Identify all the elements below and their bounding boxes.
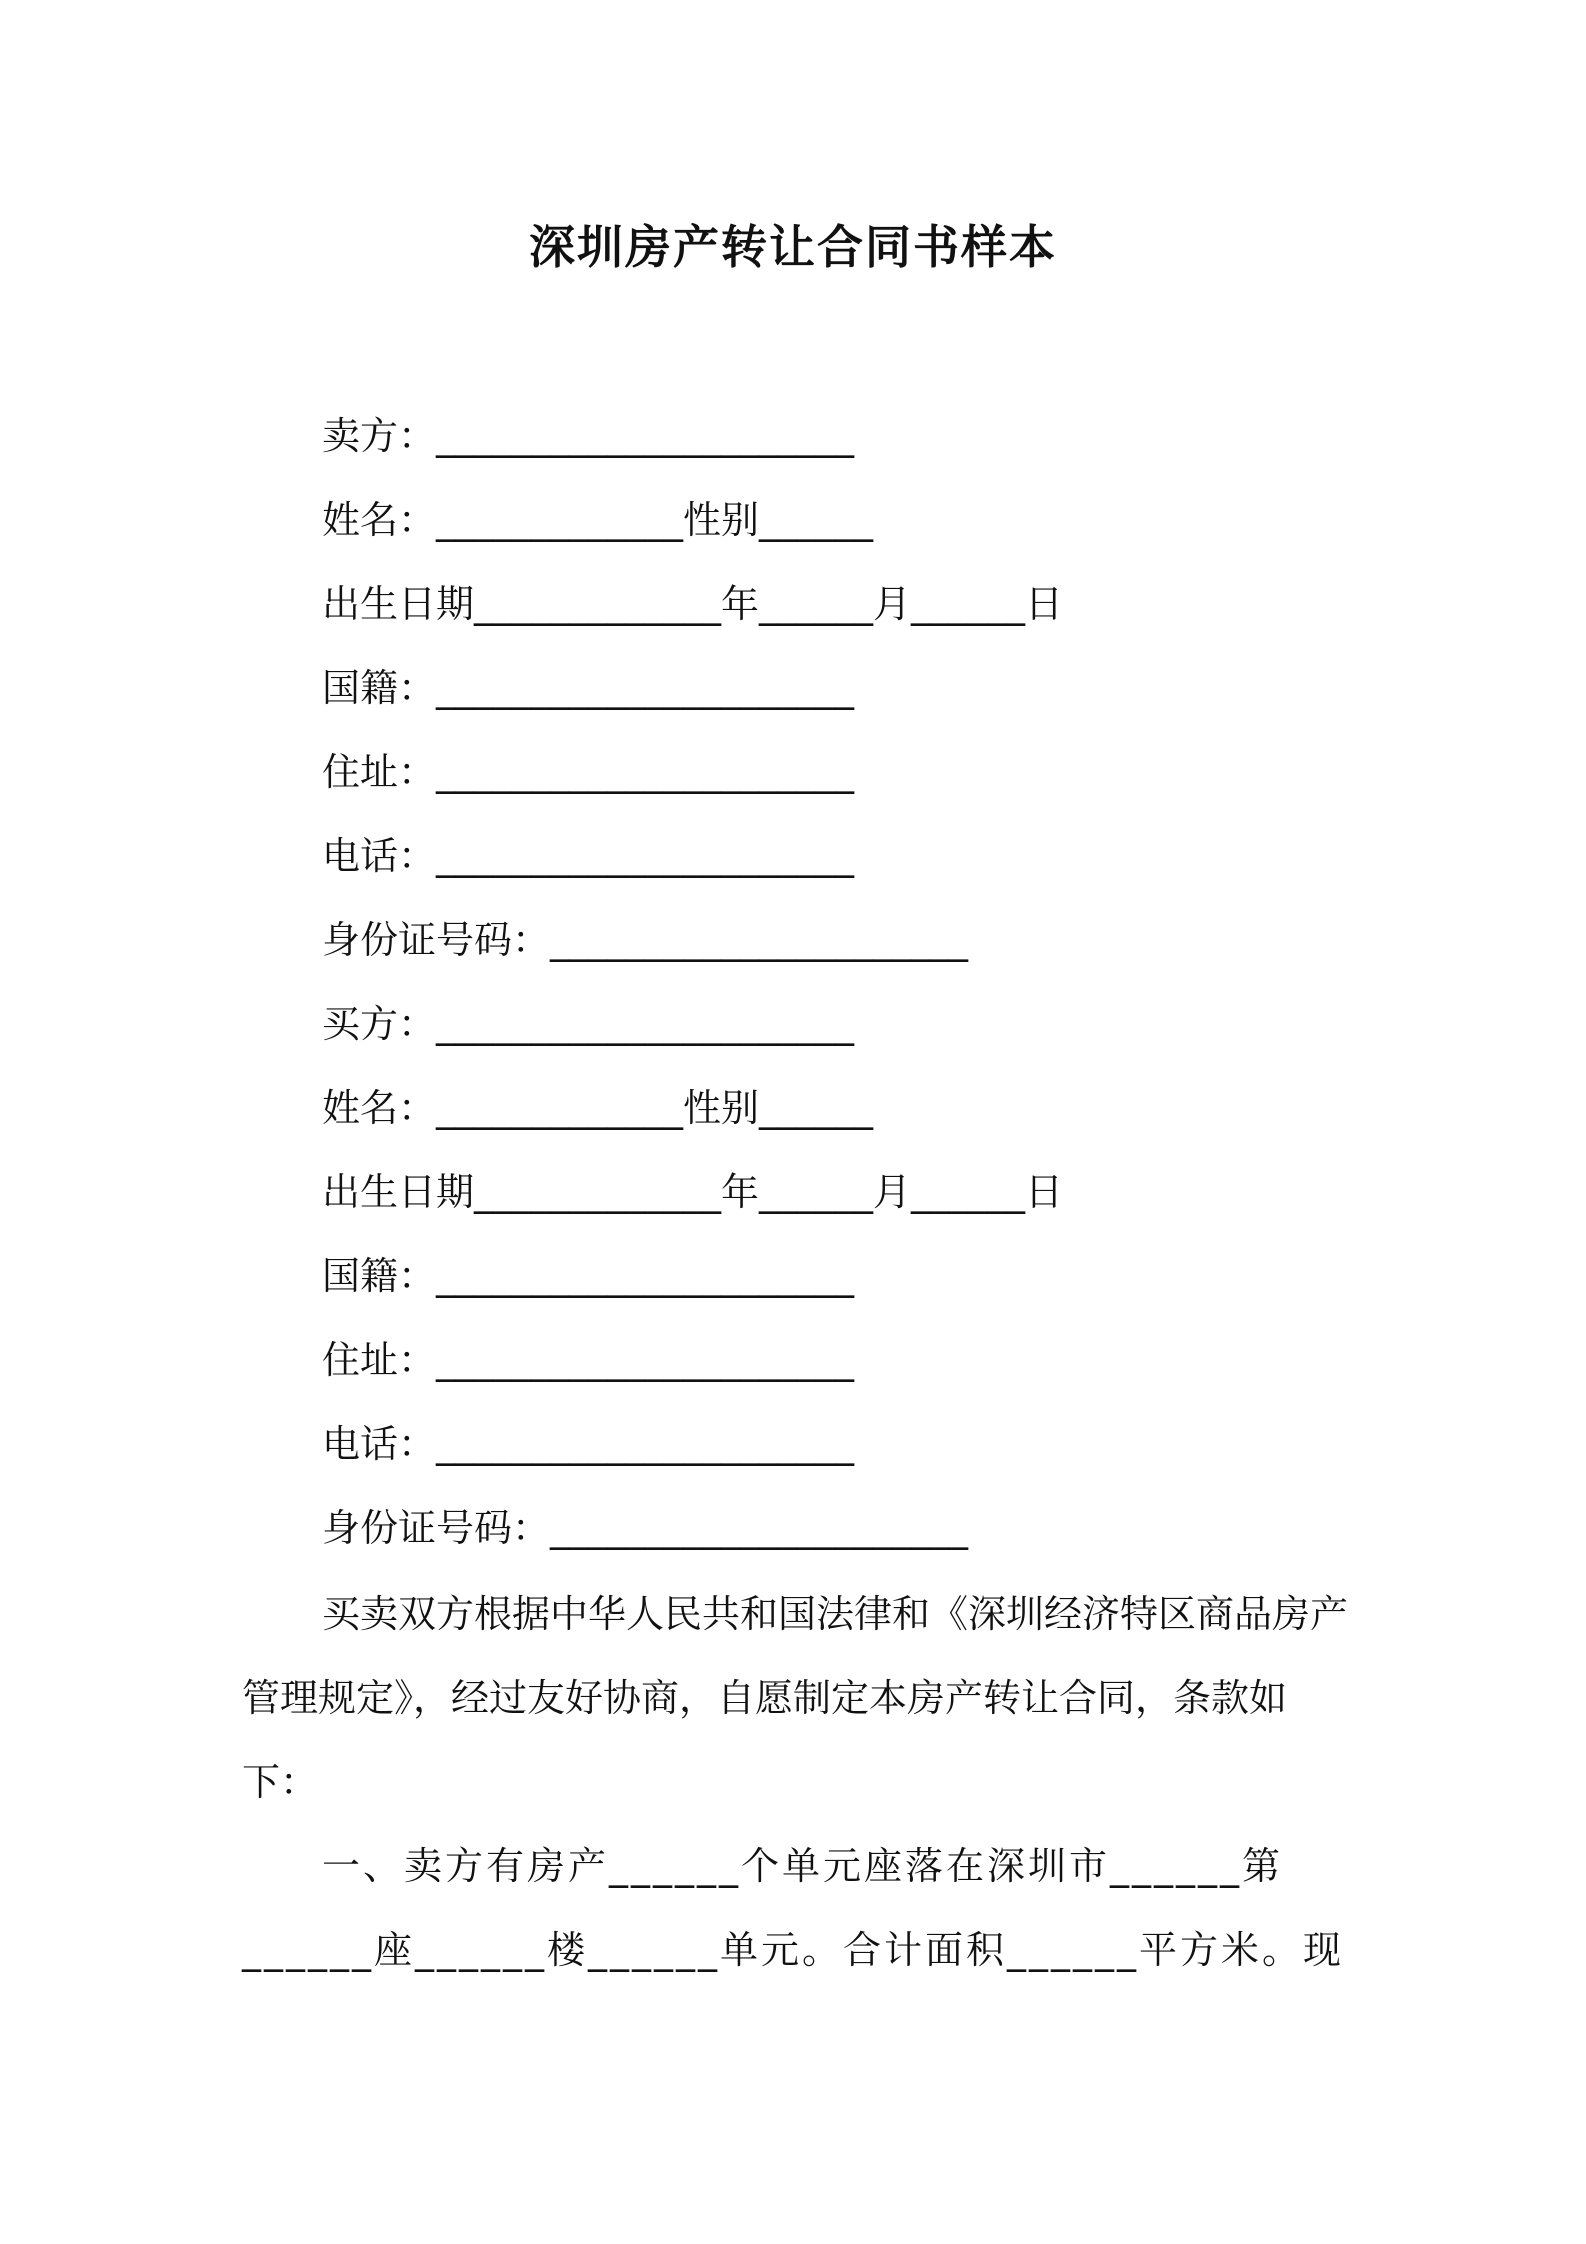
clause-1-text: 一、卖方有房产______个单元座落在深圳市______第______座______楼______单元。合计面积______平方米。现 [242,1844,1345,1972]
intro-text: 买卖双方根据中华人民共和国法律和《深圳经济特区商品房产管理规定》，经过友好协商，自愿制定本房产转让合同，条款如下： [242,1592,1349,1804]
buyer-address-line: 住址：______________________ [322,1338,855,1382]
buyer-phone-line: 电话：______________________ [322,1422,855,1466]
seller-party-line: 卖方：______________________ [322,414,855,458]
buyer-id-number-line: 身份证号码：______________________ [322,1506,969,1550]
seller-nationality-line: 国籍：______________________ [322,666,855,710]
seller-name-gender-line: 姓名：_____________性别______ [322,498,874,542]
seller-phone-line: 电话：______________________ [322,834,855,878]
buyer-birthdate-line: 出生日期_____________年______月______日 [322,1170,1064,1214]
seller-birthdate-line: 出生日期_____________年______月______日 [322,582,1064,626]
clause-1-paragraph [242,1824,1352,1992]
buyer-name-gender-line: 姓名：_____________性别______ [322,1086,874,1130]
seller-address-line: 住址：______________________ [322,750,855,794]
buyer-party-line: 买方：______________________ [322,1002,855,1046]
document-title: 深圳房产转让合同书样本 [529,220,1057,274]
seller-id-number-line: 身份证号码：______________________ [322,918,969,962]
intro-paragraph [242,1572,1352,1824]
buyer-nationality-line: 国籍：______________________ [322,1254,855,1298]
